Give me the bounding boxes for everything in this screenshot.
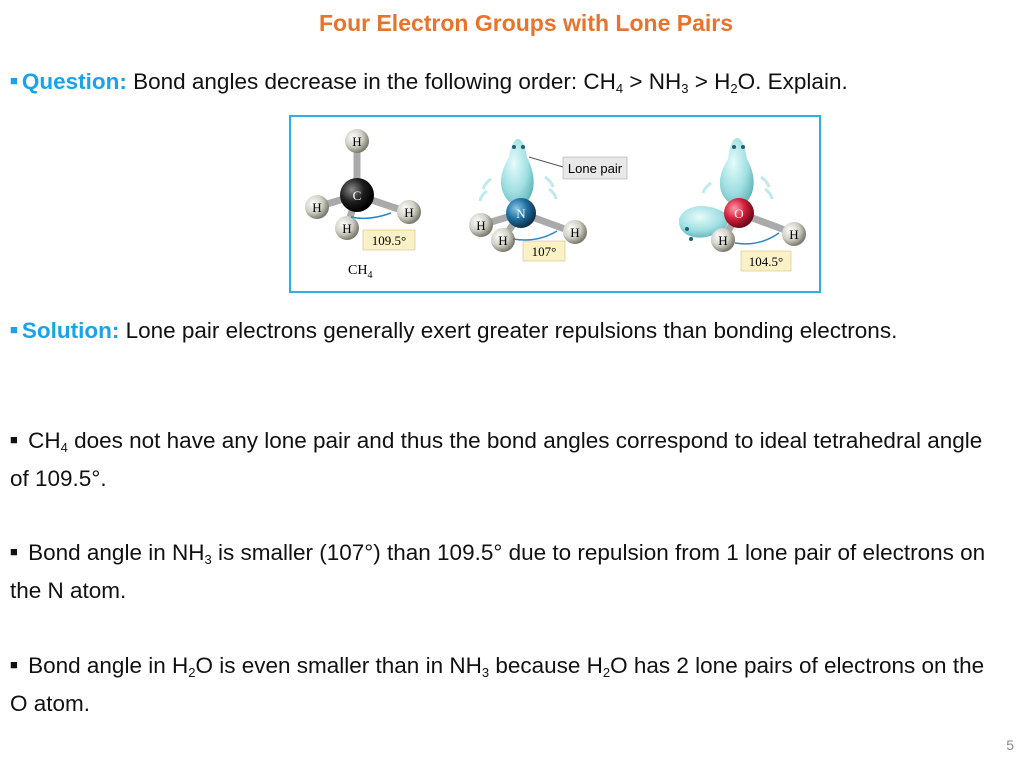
atom-label: H (342, 221, 352, 236)
angle-arc (513, 231, 557, 240)
bullet-icon: ■ (10, 657, 18, 672)
angle-label: 104.5° (748, 254, 784, 269)
angle-label: 107° (531, 244, 557, 259)
atom-label: H (352, 134, 362, 149)
atom-label: H (789, 227, 799, 242)
lone-pair-label: Lone pair (567, 161, 623, 176)
h2o-molecule (679, 138, 806, 271)
nh3-point: ■ Bond angle in $NH_3$ is smaller (107°) than 109.5° due to repulsion from 1 lone pair of electrons on the N atom. (10, 533, 1000, 610)
bullet-icon: ■ (10, 73, 18, 88)
question-text: Bond angles decrease in the following order: $CH_4 > NH_3 > H_2O$. Explain. (126, 69, 848, 96)
atom-label: H (498, 233, 508, 248)
atom-label: C (352, 188, 362, 203)
question-label: Question: (21, 69, 127, 94)
bullet-icon: ■ (10, 322, 18, 337)
atom-label: H (312, 200, 322, 215)
angle-arc (735, 233, 779, 244)
atom-label: H (718, 233, 728, 248)
molecule-figure (289, 115, 821, 293)
slide-title: Four Electron Groups with Lone Pairs (318, 10, 734, 36)
atom-label: N (516, 206, 526, 221)
ch4-formula: $CH_4$ (348, 263, 373, 281)
solution-text: Lone pair electrons generally exert greater repulsions than bonding electrons. (119, 318, 898, 343)
atom-label: O (734, 206, 744, 221)
bullet-icon: ■ (10, 544, 18, 559)
atom-label: H (570, 225, 580, 240)
h2o-point: ■ Bond angle in $H_2O$ is even smaller than in $NH_3$ because $H_2O$ has 2 lone pairs of electrons on the O atom. (10, 646, 1000, 723)
ch4-molecule (305, 129, 421, 281)
nh3-molecule (469, 139, 627, 261)
solution-paragraph (10, 311, 1000, 350)
bullet-icon: ■ (10, 432, 18, 447)
solution-label: Solution: (21, 318, 120, 343)
ch4-point: ■ $CH_4$ does not have any lone pair and thus the bond angles correspond to ideal tetrahedral angle of 109.5°. (10, 421, 1000, 498)
angle-label: 109.5° (371, 233, 407, 248)
atom-label: H (476, 218, 486, 233)
question-paragraph (10, 62, 1000, 101)
page-number: 5 (1006, 737, 1014, 753)
angle-arc (351, 213, 391, 218)
atom-label: H (404, 205, 414, 220)
